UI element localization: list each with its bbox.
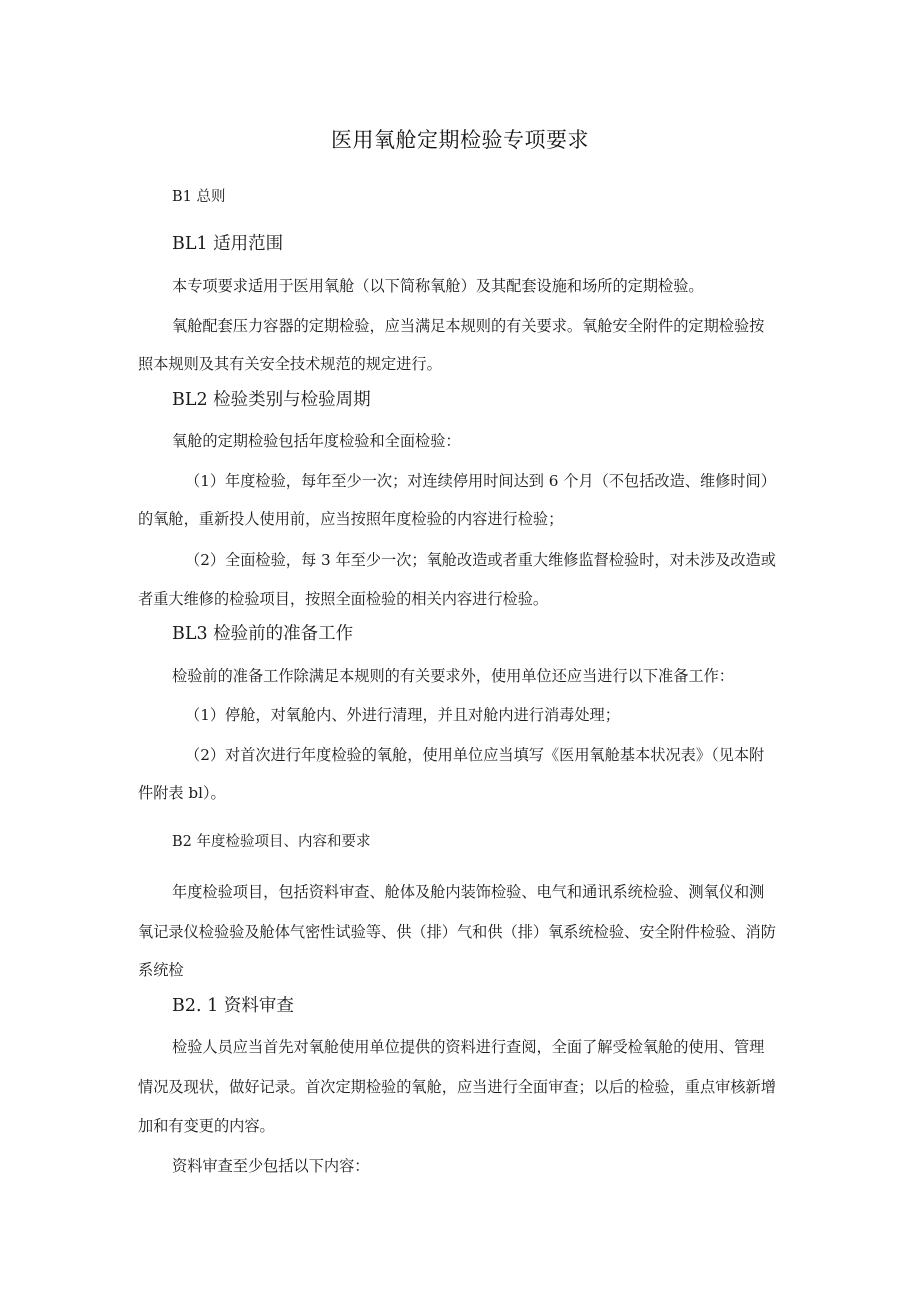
paragraph-line: 情况及现状，做好记录。首次定期检验的氧舱，应当进行全面审查；以后的检验，重点审核新增 xyxy=(138,1078,776,1096)
paragraph-line: 检验前的准备工作除满足本规则的有关要求外，使用单位还应当进行以下准备工作： xyxy=(172,667,734,685)
paragraph-line: （2）全面检验，每 3 年至少一次；氧舱改造或者重大维修监督检验时，对未涉及改造或 xyxy=(185,551,776,569)
paragraph-line: 本专项要求适用于医用氧舱（以下简称氧舱）及其配套设施和场所的定期检验。 xyxy=(172,277,704,295)
paragraph-line: 的氧舱，重新投人使用前，应当按照年度检验的内容进行检验； xyxy=(138,510,564,528)
paragraph-line: 系统检 xyxy=(138,961,184,979)
subsection-heading: BL2 检验类别与检验周期 xyxy=(172,390,371,410)
paragraph-line: 件附表 bl）。 xyxy=(138,784,226,802)
paragraph-line: 氧舱配套压力容器的定期检验，应当满足本规则的有关要求。氧舱安全附件的定期检验按 xyxy=(172,317,765,335)
paragraph-line: 照本规则及其有关安全技术规范的规定进行。 xyxy=(138,355,442,373)
paragraph-line: 氧记录仪检验验及舱体气密性试验等、供（排）气和供（排）氧系统检验、安全附件检验、消防 xyxy=(138,923,776,941)
section-heading: B2 年度检验项目、内容和要求 xyxy=(172,834,371,850)
subsection-heading: BL1 适用范围 xyxy=(172,234,284,254)
paragraph-line: 者重大维修的检验项目，按照全面检验的相关内容进行检验。 xyxy=(138,590,549,608)
paragraph-line: 氧舱的定期检验包括年度检验和全面检验： xyxy=(172,432,461,450)
paragraph-line: （1）停舱，对氧舱内、外进行清理，并且对舱内进行消毒处理； xyxy=(185,706,620,724)
section-heading: B1 总则 xyxy=(172,189,226,205)
paragraph-line: 检验人员应当首先对氧舱使用单位提供的资料进行查阅，全面了解受检氧舱的使用、管理 xyxy=(172,1038,765,1056)
subsection-heading: BL3 检验前的准备工作 xyxy=(172,624,354,644)
paragraph-line: （1）年度检验，每年至少一次；对连续停用时间达到 6 个月（不包括改造、维修时间） xyxy=(185,472,776,490)
paragraph-line: 资料审查至少包括以下内容： xyxy=(172,1157,370,1175)
document-title: 医用氧舱定期检验专项要求 xyxy=(331,128,589,152)
paragraph-line: （2）对首次进行年度检验的氧舱，使用单位应当填写《医用氧舱基本状况表》（见本附 xyxy=(185,746,765,764)
paragraph-line: 年度检验项目，包括资料审查、舱体及舱内装饰检验、电气和通讯系统检验、测氧仪和测 xyxy=(172,883,765,901)
paragraph-line: 加和有变更的内容。 xyxy=(138,1117,275,1135)
subsection-heading: B2. 1 资料审查 xyxy=(172,996,294,1016)
